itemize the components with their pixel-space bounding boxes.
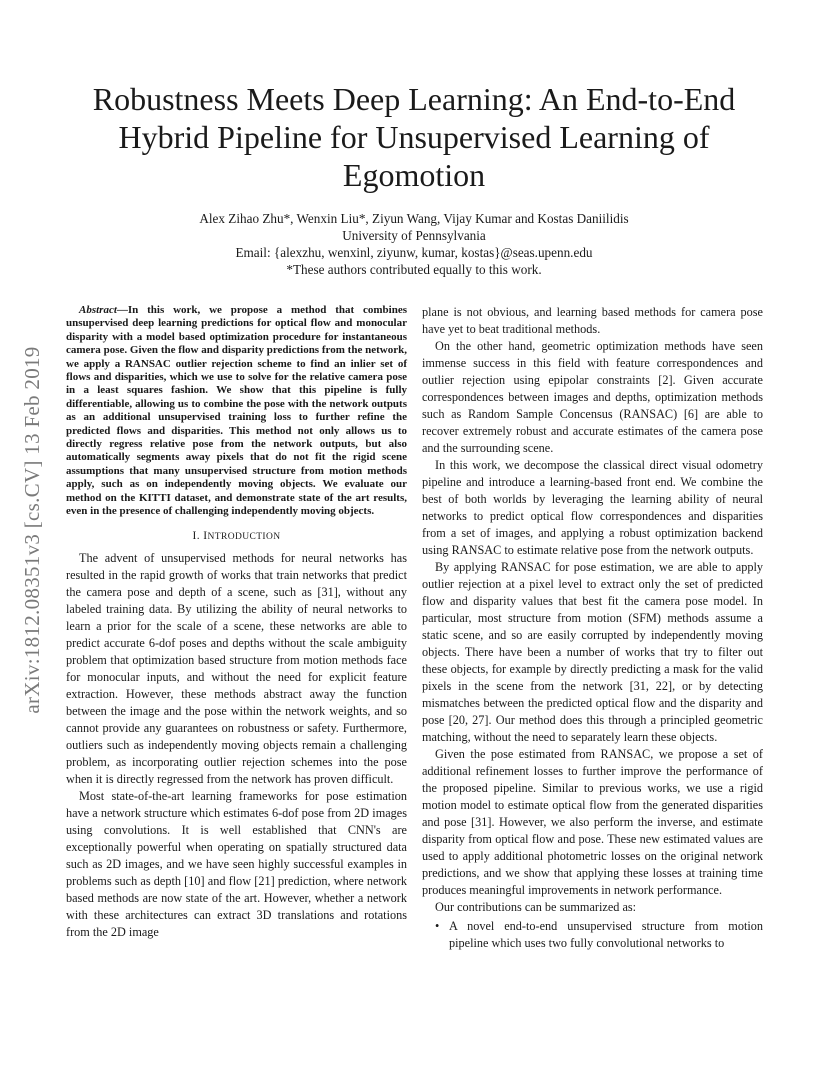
intro-paragraph-1: The advent of unsupervised methods for neural networks has resulted in the rapid growth of works that train networks that predict the camera pose and depth of a scene, such as [31], without any labeled training data. By utilizing the ability of neural networks to learn a prior for the scale of a scene, these networks are able to predict accurate 6-dof poses and depths without the scale ambiguity problem that optimization based structure from motion methods face for monocular inputs, and without the need for explicit feature extraction. However, these methods abstract away the function between the image and the pose within the network weights, and so cannot provide any guarantees on robustness or safety. Furthermore, outliers such as independently moving objects remain a challenging problem, as incorporating outlier rejection schemes into the pose when it is directly regressed from the network has proven difficult. (66, 550, 407, 786)
intro-paragraph-6: By applying RANSAC for pose estimation, we are able to apply outlier rejection at a pixel level to extract only the set of predicted flow and disparity values that best fit the camera pose model. In particular, most structure from motion (SFM) methods assume a static scene, and so are easily corrupted by independently moving objects. There have been a number of works that try to filter out these objects, for example by directly predicting a mask for the valid pixels in the scene from the network [31, 22], or by detecting mismatches between the predicted optical flow and the disparity and pose [20, 27]. Our method does this through a principled geometric matching, without the need to separately learn these objects. (422, 560, 763, 744)
intro-paragraph-2: Most state-of-the-art learning frameworks for pose estimation have a network structure which estimates 6-dof pose from 2D images using convolutions. It is well established that CNN's are exceptionally powerful when operating on spatially structured data such as 2D images, and we have seen highly successful examples in problems such as depth [10] and flow [21] prediction, where network based methods are now state of the art. However, whether a network with these architectures can extract 3D translations and rotations from the 2D image (66, 788, 407, 939)
section-heading-introduction: I. INTRODUCTION (192, 529, 281, 542)
arxiv-sidebar-id: arXiv:1812.08351v3 [cs.CV] 13 Feb 2019 (20, 346, 44, 714)
intro-paragraph-5: In this work, we decompose the classical direct visual odometry pipeline and introduce a learning-based front end. We combine the best of both worlds by leveraging the learning ability of neural networks to predict optical flow correspondences and disparities from a set of images, and applying a robust optimization backend using RANSAC to estimate relative pose from the network outputs. (422, 458, 763, 557)
bullet-icon: • (435, 919, 440, 933)
author-names: Alex Zihao Zhu*, Wenxin Liu*, Ziyun Wang, Vijay Kumar and Kostas Daniilidis (199, 211, 629, 226)
email-line: Email: {alexzhu, wenxinl, ziyunw, kumar, kostas}@seas.upenn.edu (235, 245, 593, 260)
right-column (422, 304, 763, 952)
contributions-list (422, 918, 763, 952)
affiliation: University of Pennsylvania (342, 228, 486, 243)
contributions-intro: Our contributions can be summarized as: (435, 900, 637, 914)
abstract-label: Abstract (79, 304, 117, 316)
intro-paragraph-3: plane is not obvious, and learning based methods for camera pose have yet to beat traditional methods. (422, 305, 763, 336)
author-block (70, 210, 758, 278)
paper-title: Robustness Meets Deep Learning: An End-to-End Hybrid Pipeline for Unsupervised Learning of Egomotion (92, 81, 736, 193)
left-column (66, 304, 407, 941)
intro-paragraph-4: On the other hand, geometric optimization methods have seen immense success in this field with feature correspondences and outlier rejection using epipolar constraints [2]. Given accurate correspondences between images and depths, optimization methods such as Random Sample Concensus (RANSAC) [6] are able to recover extremely robust and accurate estimates of the camera pose and the surrounding scene. (422, 339, 763, 455)
abstract-text: —In this work, we propose a method that combines unsupervised deep learning predictions for optical flow and monocular disparity with a model based optimization procedure for instantaneous camera pose. Given the flow and disparity predictions from the network, we apply a RANSAC outlier rejection scheme to find an inlier set of flows and disparities, which we use to solve for the relative camera pose in a least squares fashion. We show that this pipeline is fully differentiable, allowing us to combine the pose with the network outputs as an additional unsupervised training loss to further refine the predicted flows and disparities. This method not only allows us to directly regress relative pose from the network outputs, but also automatically segments away pixels that do not fit the rigid scene assumptions that many unsupervised structure from motion methods apply, such as on independently moving objects. We evaluate our method on the KITTI dataset, and demonstrate state of the art results, even in the presence of challenging independently moving objects. (66, 304, 407, 518)
intro-paragraph-7: Given the pose estimated from RANSAC, we propose a set of additional refinement losses to further improve the performance of the proposed pipeline. Similar to previous works, we use a rigid motion model to estimate optical flow from the generated disparities and pose [31]. However, we also perform the inverse, and estimate disparity from optical flow and pose. These new estimated values are used to apply additional photometric losses on the original network predictions, and we show that applying these losses at training time produces meaningful improvements in network performance. (422, 747, 763, 897)
equal-contribution-note: *These authors contributed equally to this work. (286, 262, 542, 277)
abstract (66, 304, 407, 519)
list-item: • A novel end-to-end unsupervised structure from motion pipeline which uses two fully convolutional networks to (435, 919, 763, 950)
